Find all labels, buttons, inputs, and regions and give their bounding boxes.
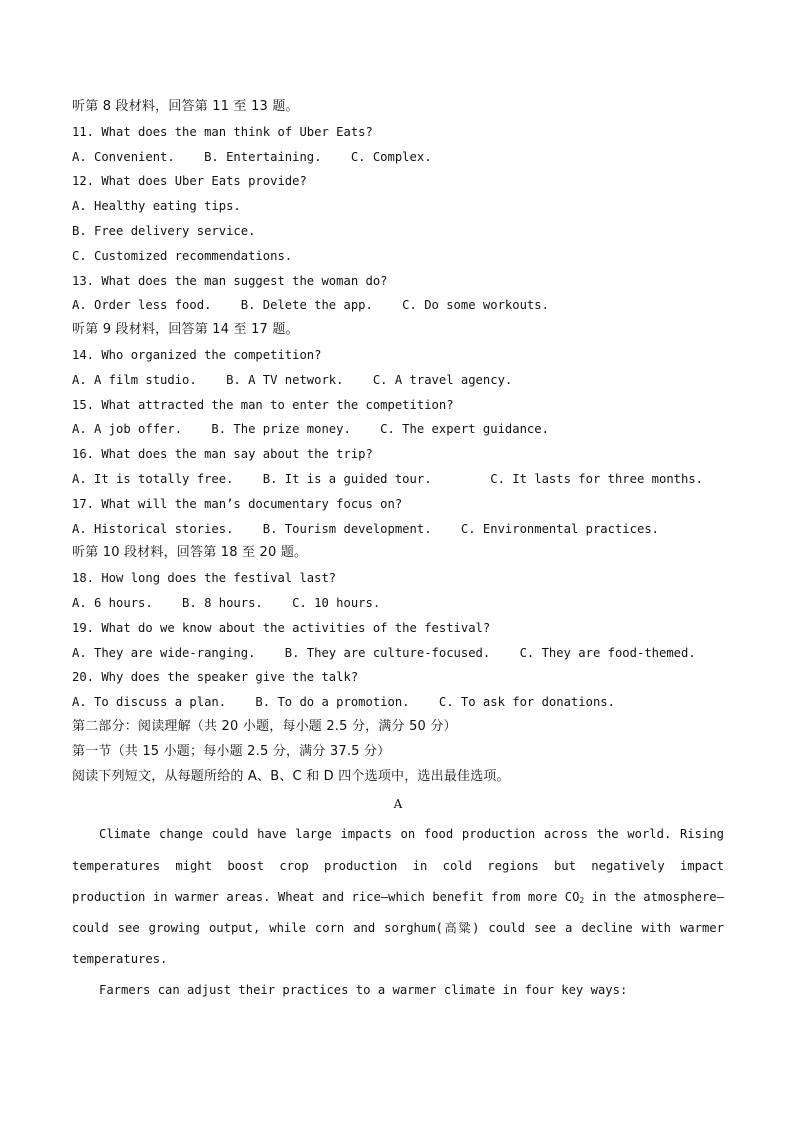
question-19: 19. What do we know about the activities of the festival? bbox=[72, 620, 491, 635]
passage-title: A bbox=[393, 797, 403, 812]
question-17-options: A. Historical stories. B. Tourism development. C. Environmental practices. bbox=[72, 521, 659, 536]
question-19-options: A. They are wide-ranging. B. They are culture-focused. C. They are food-themed. bbox=[72, 645, 696, 660]
question-15-options: A. A job offer. B. The prize money. C. The expert guidance. bbox=[72, 422, 549, 437]
question-12-option-a: A. Healthy eating tips. bbox=[72, 199, 241, 214]
passage-p1-text-cont: in the atmosphere—could see growing output, while corn and sorghum(高粱) could see a decline with warmer temperatures. bbox=[72, 889, 724, 967]
part-2-section-1-heading: 第一节（共 15 小题；每小题 2.5 分，满分 37.5 分） bbox=[72, 743, 391, 759]
question-20: 20. Why does the speaker give the talk? bbox=[72, 670, 359, 685]
question-16: 16. What does the man say about the trip? bbox=[72, 447, 373, 462]
reading-instruction: 阅读下列短文，从每题所给的 A、B、C 和 D 四个选项中，选出最佳选项。 bbox=[72, 768, 510, 784]
question-18-options: A. 6 hours. B. 8 hours. C. 10 hours. bbox=[72, 595, 381, 610]
question-13-options: A. Order less food. B. Delete the app. C. Do some workouts. bbox=[72, 298, 549, 313]
co2-subscript: 2 bbox=[579, 895, 585, 905]
question-17: 17. What will the man’s documentary focus on? bbox=[72, 496, 403, 511]
question-13: 13. What does the man suggest the woman do? bbox=[72, 273, 388, 288]
question-11-options: A. Convenient. B. Entertaining. C. Complex. bbox=[72, 149, 432, 164]
passage-p1-text: Climate change could have large impacts on food production across the world. Rising temperatures might boost crop production in cold regions but negatively impact production in warmer areas. Wheat and rice—which benefit from more CO bbox=[72, 827, 724, 904]
question-12: 12. What does Uber Eats provide? bbox=[72, 174, 307, 189]
passage-paragraph-1 bbox=[72, 819, 724, 975]
question-14-options: A. A film studio. B. A TV network. C. A travel agency. bbox=[72, 372, 513, 387]
question-16-options: A. It is totally free. B. It is a guided tour. C. It lasts for three months. bbox=[72, 471, 704, 486]
question-12-option-b: B. Free delivery service. bbox=[72, 223, 256, 238]
question-20-options: A. To discuss a plan. B. To do a promotion. C. To ask for donations. bbox=[72, 695, 615, 710]
section-9-heading: 听第 9 段材料，回答第 14 至 17 题。 bbox=[72, 322, 299, 338]
question-11: 11. What does the man think of Uber Eats? bbox=[72, 124, 373, 139]
part-2-heading: 第二部分：阅读理解（共 20 小题，每小题 2.5 分，满分 50 分） bbox=[72, 718, 457, 734]
question-18: 18. How long does the festival last? bbox=[72, 571, 337, 586]
exam-page bbox=[72, 95, 724, 1007]
section-8-heading: 听第 8 段材料，回答第 11 至 13 题。 bbox=[72, 99, 299, 114]
question-12-option-c: C. Customized recommendations. bbox=[72, 248, 293, 263]
section-10-heading: 听第 10 段材料，回答第 18 至 20 题。 bbox=[72, 545, 308, 561]
passage-paragraph-2: Farmers can adjust their practices to a warmer climate in four key ways: bbox=[99, 983, 628, 998]
question-14: 14. Who organized the competition? bbox=[72, 347, 322, 362]
question-15: 15. What attracted the man to enter the competition? bbox=[72, 397, 454, 412]
